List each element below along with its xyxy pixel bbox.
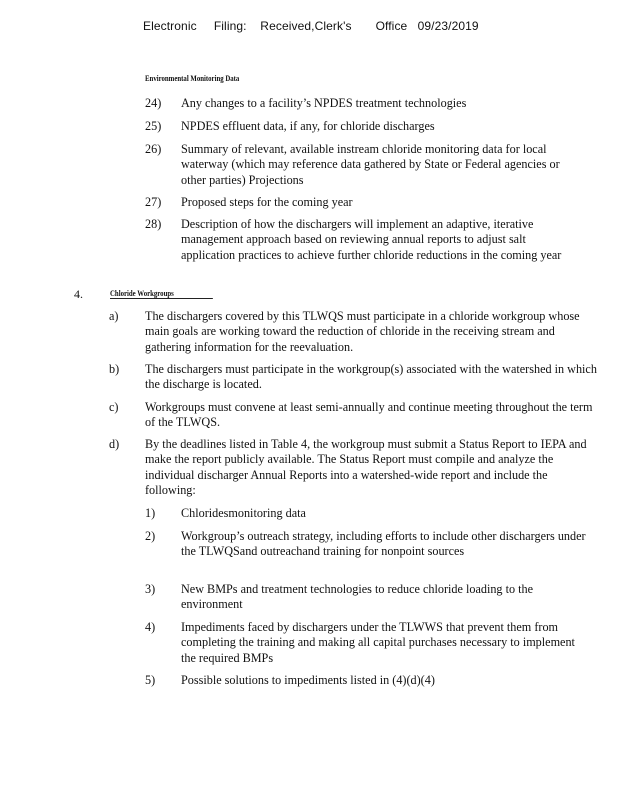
item-text: Description of how the dischargers will implement an adaptive, iterative management approach based on reviewing annual reports to adjust salt application practices to achieve further chloride reductions in the coming year [181,217,562,262]
item-text: The dischargers covered by this TLWQS must participate in a chloride workgroup whose main goals are working toward the reduction of chloride in the receiving stream and gathering information for the reevaluation. [145,309,580,354]
item-text: Impediments faced by dischargers under the TLWWS that prevent them from completing the training and making all capital purchases necessary to implement the required BMPs [181,620,575,665]
item-number: 25) [145,119,162,133]
item-number: 26) [145,142,162,156]
item-text: By the deadlines listed in Table 4, the workgroup must submit a Status Report to IEPA and make the report publicly available. The Status Report must compile and analyze the individual discharger Annual Reports into a watershed-wide report and include the following: [145,437,587,498]
item-number: 4) [145,620,156,634]
electronic-filing-header: Electronic Filing: Received,Clerk's Office 09/23/2019 [143,19,479,33]
section-number: 4. [74,287,83,301]
item-number: 24) [145,96,162,110]
item-number: 3) [145,582,156,596]
item-text: Workgroups must convene at least semi-annually and continue meeting throughout the term of the TLWQS. [145,400,593,430]
section-heading [110,289,213,298]
item-text: Possible solutions to impediments listed in (4)(d)(4) [181,673,435,687]
item-text: NPDES effluent data, if any, for chloride discharges [181,119,435,133]
item-number: 28) [145,217,162,231]
item-text: Any changes to a facility’s NPDES treatment technologies [181,96,467,110]
item-text: The dischargers must participate in the workgroup(s) associated with the watershed in which the discharge is located. [145,362,597,392]
item-letter: c) [109,400,119,414]
item-text: Chloridesmonitoring data [181,506,306,520]
item-text: Workgroup’s outreach strategy, including efforts to include other dischargers under the TLWQSand outreachand training for nonpoint sources [181,529,586,559]
item-letter: b) [109,362,120,376]
chloride-workgroups-heading: Chloride Workgroups [110,289,213,299]
item-number: 27) [145,195,162,209]
item-number: 1) [145,506,156,520]
item-text: Summary of relevant, available instream chloride monitoring data for local waterway (which may reference data gathered by State or Federal agencies or other parties) Projections [181,142,560,187]
item-letter: d) [109,437,120,451]
item-number: 2) [145,529,156,543]
environmental-monitoring-heading: Environmental Monitoring Data [145,74,240,83]
item-text: Proposed steps for the coming year [181,195,353,209]
item-text: New BMPs and treatment technologies to reduce chloride loading to the environment [181,582,533,612]
item-letter: a) [109,309,119,323]
item-number: 5) [145,673,156,687]
